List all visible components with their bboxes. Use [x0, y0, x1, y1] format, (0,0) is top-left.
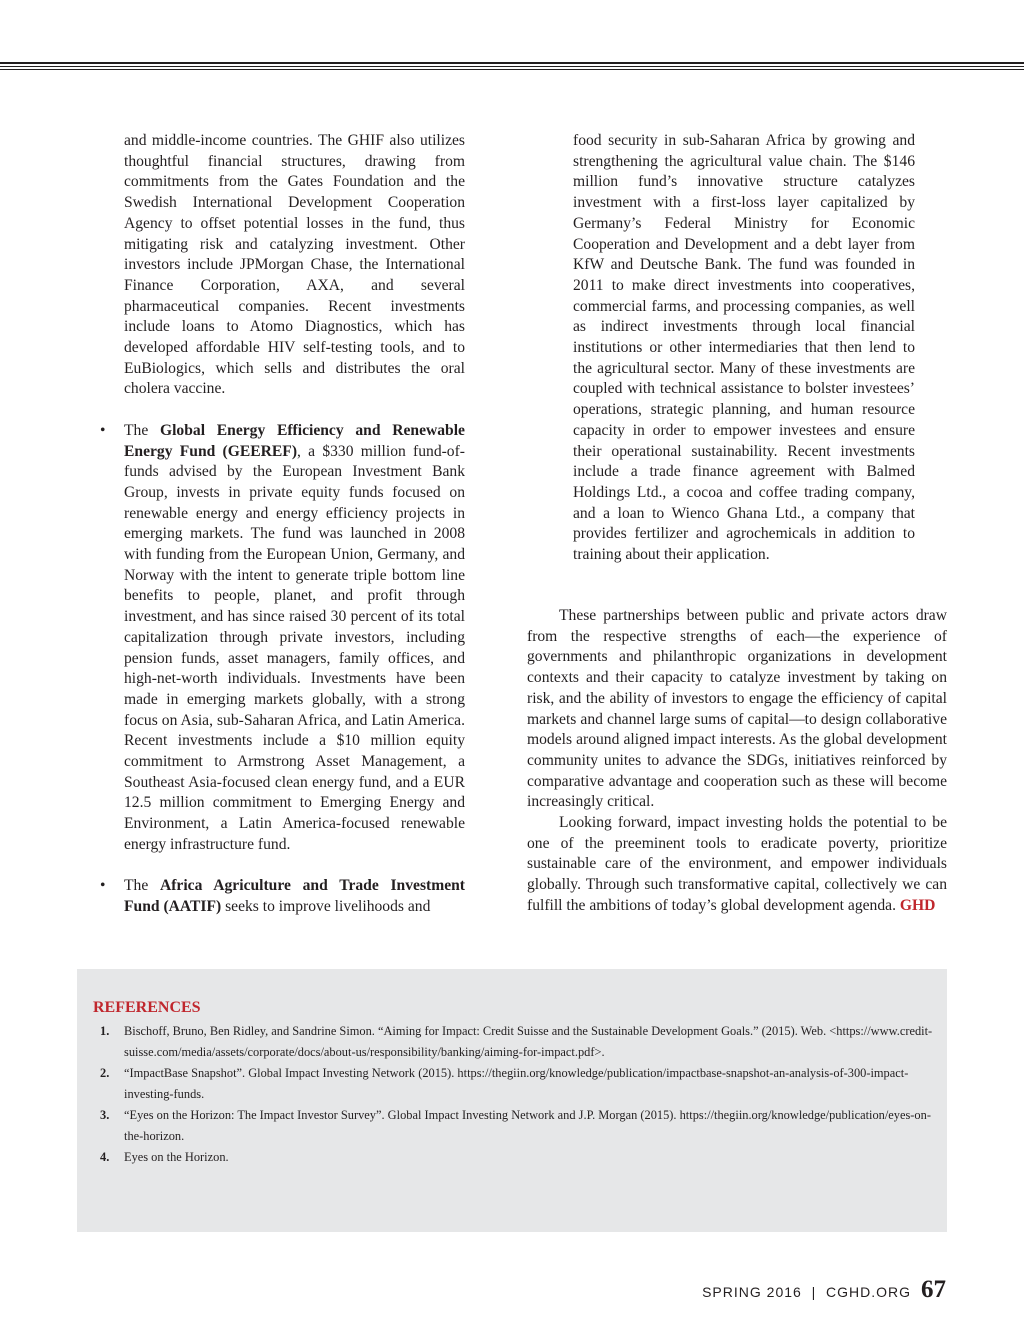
reference-text: Bischoff, Bruno, Ben Ridley, and Sandrine Simon. “Aiming for Impact: Credit Suisse and the Sustainable Development Goals.” (2015). Web. <https://www.credit-suisse.com/media/assets/corporate/docs/about-us/responsibility/banking/aiming-for-impact.pdf>. — [124, 1024, 933, 1059]
fund-name: Africa Agriculture and Trade Investment Fund (AATIF) — [124, 877, 465, 915]
end-mark: GHD — [899, 896, 936, 914]
reference-number: 4. — [100, 1150, 110, 1164]
reference-item — [93, 1063, 933, 1105]
reference-number: 2. — [100, 1066, 110, 1080]
header-rule-thin — [0, 66, 1024, 67]
bullet-intro: The — [124, 877, 160, 895]
bullet-text: seeks to improve livelihoods and — [221, 897, 431, 915]
right-column-body — [527, 606, 947, 917]
bullet-intro: The — [124, 421, 160, 439]
reference-text: “Eyes on the Horizon: The Impact Investor Survey”. Global Impact Investing Network and J.P. Morgan (2015). https://thegiin.org/knowledge/publication/eyes-on-the-horizon. — [124, 1108, 931, 1143]
references-box — [77, 969, 947, 1232]
paragraph: Looking forward, impact investing holds the potential to be one of the preeminent tools to eradicate poverty, prioritize sustainable care of the environment, and empower individuals globally. Through such transformative capital, collectively we can fulfill the ambitions of today’s global development agenda. GHD — [527, 814, 947, 914]
header-rule-thin — [0, 69, 1024, 70]
bullet-item-geeref — [100, 421, 465, 856]
reference-number: 3. — [100, 1108, 110, 1122]
reference-text: “ImpactBase Snapshot”. Global Impact Investing Network (2015). https://thegiin.org/knowledge/publication/impactbase-snapshot-an-analysis-of-300-impact-investing-funds. — [124, 1066, 909, 1101]
paragraph: These partnerships between public and private actors draw from the respective strengths of each—the experience of governments and philanthropic organizations in development contexts and their capacity to catalyze investment by taking on risk, and the ability of investors to engage the efficiency of capital markets and channel large sums of capital—to design collaborative models around aligned impact interests. As the global development community unites to advance the SDGs, initiatives reinforced by comparative advantage and cooperation such as these will become increasingly critical. — [527, 607, 947, 811]
references-title: REFERENCES — [93, 999, 201, 1016]
references-list — [93, 1021, 933, 1168]
header-rule-thick — [0, 62, 1024, 64]
reference-item — [93, 1105, 933, 1147]
paragraph: food security in sub-Saharan Africa by growing and strengthening the agricultural value chain. The $146 million fund’s innovative structure catalyzes investment with a first-loss layer capitalized by Germany’s Federal Ministry for Economic Cooperation and Development and a debt layer from KfW and Deutsche Bank. The fund was founded in 2011 to make direct investments into cooperatives, commercial farms, and processing companies, as well as indirect investments through local financial institutions or other intermediaries that then lend to the agricultural sector. Many of these investments are coupled with technical assistance to bolster investees’ operations, strategic planning, and human resource capacity in order to empower investees and ensure their operational sustainability. Recent investments include a trade finance agreement with Balmed Holdings Ltd., a cocoa and coffee trading company, and a loan to Wienco Ghana Ltd., a company that provides fertilizer and agrochemicals in addition to training about their application. — [573, 132, 915, 564]
page-footer — [702, 1276, 946, 1308]
reference-item — [93, 1147, 933, 1168]
right-column-bullet-continuation — [573, 131, 915, 566]
page-number: 67 — [921, 1276, 946, 1303]
reference-text: Eyes on the Horizon. — [124, 1150, 229, 1164]
footer-issue: SPRING 2016 | CGHD.ORG — [702, 1284, 911, 1300]
reference-item — [93, 1021, 933, 1063]
bullet-icon: • — [100, 877, 106, 895]
bullet-icon: • — [100, 421, 106, 439]
fund-name: Global Energy Efficiency and Renewable Energy Fund (GEEREF) — [124, 421, 465, 460]
reference-number: 1. — [100, 1024, 110, 1038]
paragraph: and middle-income countries. The GHIF also utilizes thoughtful financial structures, drawing from commitments from the Gates Foundation and the Swedish International Development Cooperation Agency to offset potential losses in the fund, thus mitigating risk and catalyzing investment. Other investors include JPMorgan Chase, the International Finance Corporation, AXA, and several pharmaceutical companies. Recent investments include loans to Atomo Diagnostics, which has developed affordable HIV self-testing tools, and to EuBiologics, which sells and distributes the oral cholera vaccine. — [124, 132, 465, 398]
left-column — [100, 131, 465, 918]
bullet-item-aatif — [100, 876, 465, 917]
bullet-text: , a $330 million fund-of-funds advised by the European Investment Bank Group, invests in private equity funds focused on renewable energy and energy efficiency projects in emerging markets. The fund was launched in 2008 with funding from the European Union, Germany, and Norway with the intent to generate triple bottom line benefits to people, planet, and profit through investment, and has since raised 30 percent of its total capitalization through private investors, including pension funds, asset managers, family offices, and high-net-worth individuals. Investments have been made in emerging markets globally, with a strong focus on Asia, sub-Saharan Africa, and Latin America. Recent investments include a $10 million equity commitment to Armstrong Asset Management, a Southeast Asia-focused clean energy fund, and a EUR 12.5 million commitment to Emerging Energy and Environment, a Latin America-focused renewable energy infrastructure fund. — [124, 442, 465, 853]
